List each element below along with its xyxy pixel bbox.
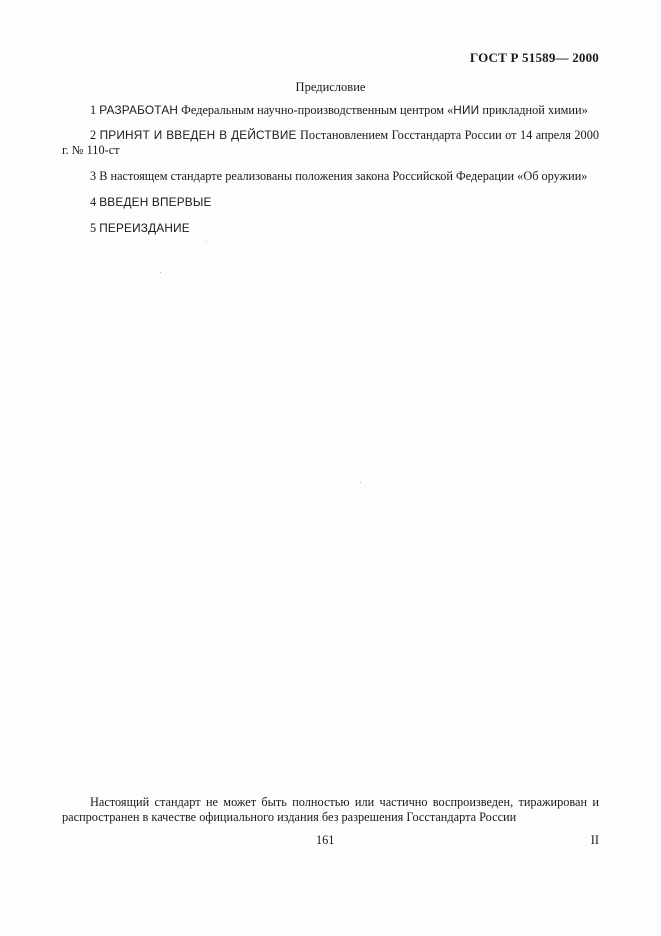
item-number: 2 [90,128,97,142]
preface-item-5 [62,221,599,236]
roman-page-number: II [590,833,599,847]
item-number: 4 [90,195,97,209]
scan-speck [360,482,361,483]
item-number: 5 [90,221,97,235]
item-lead: ВВЕДЕН ВПЕРВЫЕ [99,195,212,209]
item-lead: РАЗРАБОТАН [99,103,179,117]
preface-item-4 [62,195,599,210]
item-number: 1 [90,103,97,117]
section-title-text: Предисловие [295,80,366,94]
scan-speck [160,272,161,273]
item-text: Федеральным научно-производственным центром « [178,103,454,117]
item-text: Постановлением Госстандарта России от 14 апреля 2000 г. № 110-ст [62,128,599,157]
item-text: В настоящем стандарте реализованы положения закона Российской Федерации «Об оружии» [99,169,588,183]
item-lead: ПРИНЯТ И ВВЕДЕН В ДЕЙСТВИЕ [99,128,297,142]
preface-item-1 [62,103,599,118]
standard-code: ГОСТ Р 51589— 2000 [469,50,599,65]
item-number: 3 [90,169,97,183]
item-lead-2: НИИ [453,103,480,117]
preface-item-2 [62,128,599,157]
preface-item-3 [62,169,599,184]
scan-speck [206,241,207,242]
page-number: 161 [316,833,335,847]
item-lead: ПЕРЕИЗДАНИЕ [99,221,190,235]
item-text-2: прикладной химии» [479,103,588,117]
section-title [0,80,661,95]
copyright-notice: Настоящий стандарт не может быть полностью или частично воспроизведен, тиражирован и распространен в качестве официального издания без разрешения Госстандарта России [62,795,599,824]
